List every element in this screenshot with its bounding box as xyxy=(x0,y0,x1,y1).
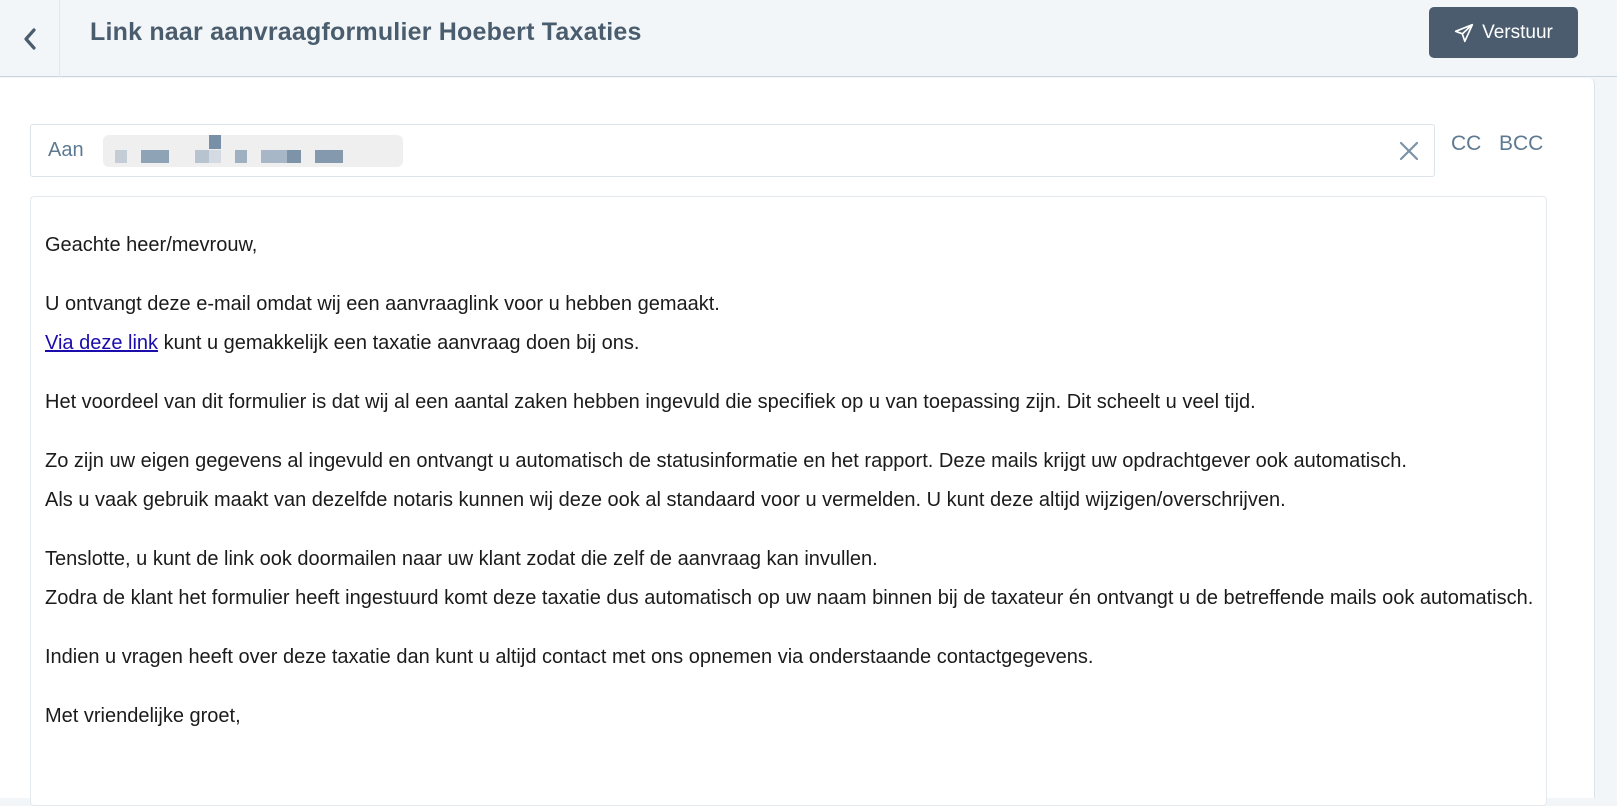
message-body-editor[interactable] xyxy=(30,196,1547,806)
recipient-chip-redacted[interactable] xyxy=(103,135,403,167)
forward-paragraph xyxy=(45,540,1546,618)
to-label: Aan xyxy=(48,139,84,161)
closing-paragraph: Met vriendelijke groet, xyxy=(45,705,241,727)
close-icon xyxy=(1397,139,1421,163)
details-line-1: Zo zijn uw eigen gegevens al ingevuld en ontvangt u automatisch de statusinformatie en het rapport. Deze mails krijgt uw opdrachtgever ook automatisch. xyxy=(45,450,1407,472)
contact-paragraph: Indien u vragen heeft over deze taxatie dan kunt u altijd contact met ons opnemen via onderstaande contactgegevens. xyxy=(45,646,1094,668)
form-link[interactable]: Via deze link xyxy=(45,332,159,354)
page-title: Link naar aanvraagformulier Hoebert Taxaties xyxy=(90,18,642,46)
details-paragraph xyxy=(45,442,1546,520)
clear-recipients-button[interactable] xyxy=(1397,139,1421,163)
back-button[interactable] xyxy=(0,0,60,77)
paper-plane-icon xyxy=(1454,23,1474,43)
chevron-left-icon xyxy=(22,28,38,50)
link-sentence-rest: kunt u gemakkelijk een taxatie aanvraag doen bij ons. xyxy=(158,332,640,354)
forward-line-1: Tenslotte, u kunt de link ook doormailen naar uw klant zodat die zelf de aanvraag kan invullen. xyxy=(45,548,878,570)
details-line-2: Als u vaak gebruik maakt van dezelfde notaris kunnen wij deze ook al standaard voor u vermelden. U kunt deze altijd wijzigen/overschrijven. xyxy=(45,489,1286,511)
bcc-link[interactable]: BCC xyxy=(1499,132,1544,155)
advantage-paragraph: Het voordeel van dit formulier is dat wij al een aantal zaken hebben ingevuld die specifiek op u van toepassing zijn. Dit scheelt u veel tijd. xyxy=(45,391,1256,413)
intro-line: U ontvangt deze e-mail omdat wij een aanvraaglink voor u hebben gemaakt. xyxy=(45,293,720,315)
intro-paragraph xyxy=(45,285,1546,363)
send-button-label: Verstuur xyxy=(1482,21,1553,43)
greeting-paragraph: Geachte heer/mevrouw, xyxy=(45,234,258,256)
forward-line-2: Zodra de klant het formulier heeft ingestuurd komt deze taxatie dus automatisch op uw naam binnen bij de taxateur én ontvangt u de betreffende mails ook automatisch. xyxy=(45,587,1534,609)
to-recipients-field[interactable] xyxy=(30,124,1435,177)
send-button[interactable] xyxy=(1429,7,1578,58)
cc-link[interactable]: CC xyxy=(1451,132,1482,155)
top-bar xyxy=(0,0,1617,77)
